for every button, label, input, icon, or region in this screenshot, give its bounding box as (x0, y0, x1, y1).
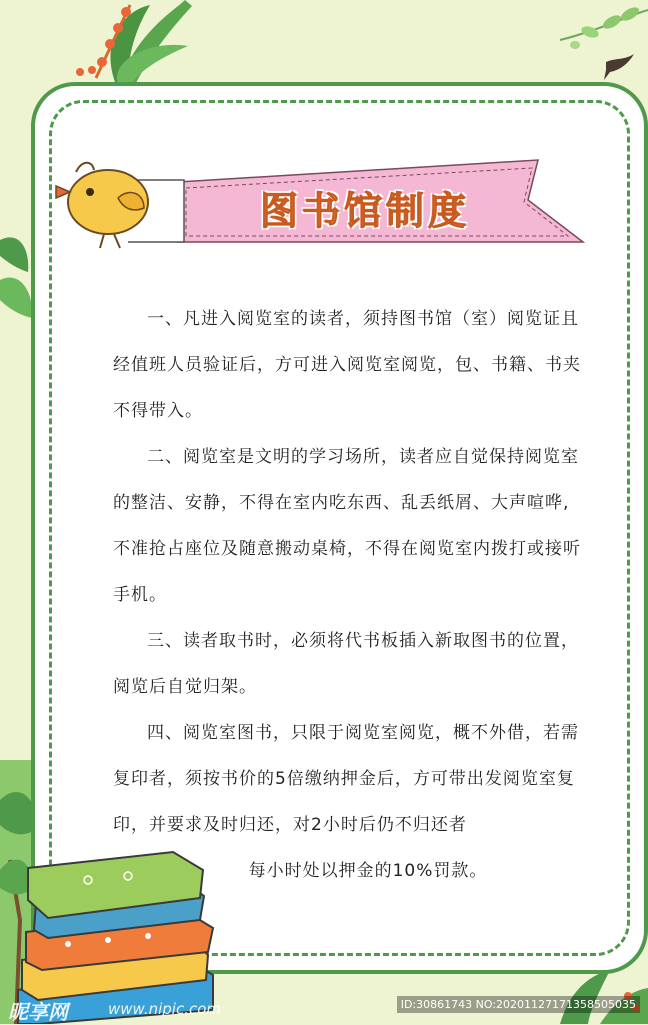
watermark-logo: 昵享网 (8, 1000, 68, 1024)
rule-3: 三、读者取书时，必须将代书板插入新取图书的位置，阅览后自觉归架。 (113, 631, 579, 697)
rule-4: 四、阅览室图书，只限于阅览室阅览，概不外借，若需复印者，须按书价的5倍缴纳押金后，方可带出发阅览室复印，并要求及时归还，对2小时后仍不归还者 (113, 723, 579, 835)
rule-2: 二、阅览室是文明的学习场所，读者应自觉保持阅览室的整洁、安静，不得在室内吃东西、乱丢纸屑、大声喧哗,不准抢占座位及随意搬动桌椅，不得在阅览室内拨打或接听手机。 (113, 447, 581, 605)
watermark-id: ID:30861743 NO:20201127171358505035 (397, 996, 640, 1013)
page-title: 图书馆制度 (259, 189, 470, 233)
left-leaves-icon (0, 237, 32, 318)
rule-1: 一、凡进入阅览室的读者，须持图书馆（室）阅览证且经值班人员验证后，方可进入阅览室阅览，包、书籍、书夹不得带入。 (113, 309, 581, 421)
rule-4-continued: 每小时处以押金的10%罚款。 (248, 861, 488, 881)
top-left-plant-icon (76, 0, 192, 86)
watermark-url: www.nipic.com (108, 1000, 222, 1018)
top-right-branch-icon (560, 5, 648, 49)
swallow-bird-icon (604, 54, 634, 80)
rules-list (113, 296, 583, 894)
